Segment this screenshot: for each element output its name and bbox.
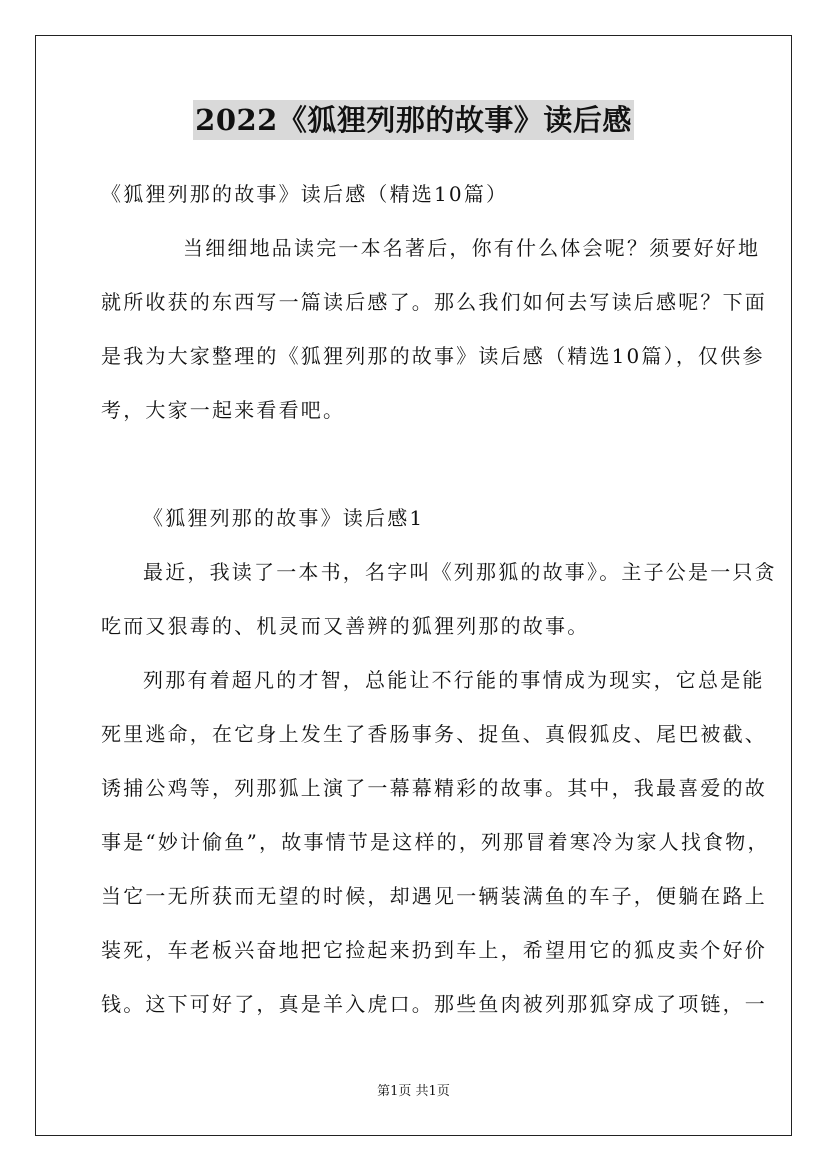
body-line: 当它一无所获而无望的时候，却遇见一辆装满鱼的车子，便躺在路上 [101, 884, 767, 908]
body-line: 钱。这下可好了，真是羊入虎口。那些鱼肉被列那狐穿成了项链，一 [101, 992, 767, 1016]
body-line: 诱捕公鸡等，列那狐上演了一幕幕精彩的故事。其中，我最喜爱的故 [101, 776, 767, 800]
intro-line: 当细细地品读完一本名著后，你有什么体会呢？须要好好地 [183, 236, 761, 260]
intro-line: 考，大家一起来看看吧。 [101, 398, 346, 422]
body-line: 列那有着超凡的才智，总能让不行能的事情成为现实，它总是能 [143, 668, 765, 692]
body-line: 装死，车老板兴奋地把它捡起来扔到车上，希望用它的狐皮卖个好价 [101, 938, 767, 962]
subtitle: 《狐狸列那的故事》读后感（精选10篇） [101, 182, 509, 206]
document-title: 2022《狐狸列那的故事》读后感 [193, 100, 634, 140]
page-footer: 第1页 共1页 [377, 1084, 450, 1099]
section-heading: 《狐狸列那的故事》读后感1 [143, 506, 425, 530]
intro-line: 就所收获的东西写一篇读后感了。那么我们如何去写读后感呢？下面 [101, 290, 767, 314]
body-line: 最近，我读了一本书，名字叫《列那狐的故事》。主子公是一只贪 [143, 560, 777, 584]
body-line: 死里逃命，在它身上发生了香肠事务、捉鱼、真假狐皮、尾巴被截、 [101, 722, 767, 746]
intro-line: 是我为大家整理的《狐狸列那的故事》读后感（精选10篇），仅供参 [101, 344, 765, 368]
body-line: 事是“妙计偷鱼”，故事情节是这样的，列那冒着寒冷为家人找食物， [101, 830, 770, 854]
title-container [0, 100, 827, 140]
body-line: 吃而又狠毒的、机灵而又善辨的狐狸列那的故事。 [101, 614, 590, 638]
